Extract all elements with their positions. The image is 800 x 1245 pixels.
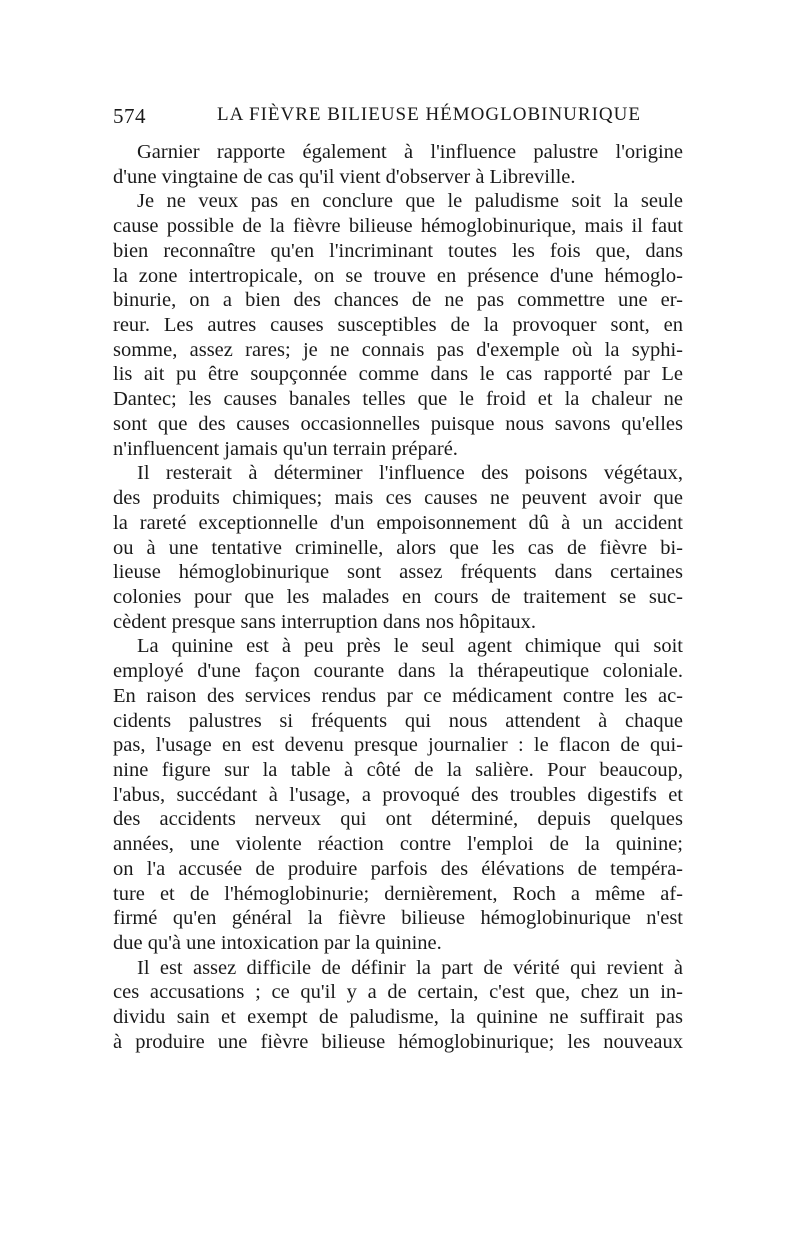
text-line: colonies pour que les malades en cours de traitement se suc- bbox=[113, 585, 683, 608]
page-number: 574 bbox=[113, 104, 146, 128]
text-line: la rareté exceptionnelle d'un empoisonnement dû à un accident bbox=[113, 511, 683, 534]
text-line: bien reconnaître qu'en l'incriminant toutes les fois que, dans bbox=[113, 239, 683, 262]
text-line: ces accusations ; ce qu'il y a de certain, c'est que, chez un in- bbox=[113, 981, 683, 1004]
text-line: Garnier rapporte également à l'influence palustre l'origine bbox=[137, 141, 683, 163]
text-line: La quinine est à peu près le seul agent chimique qui soit bbox=[137, 635, 683, 658]
text-line: n'influencent jamais qu'un terrain préparé. bbox=[113, 437, 458, 460]
text-line: nine figure sur la table à côté de la salière. Pour beaucoup, bbox=[113, 758, 683, 781]
text-line: la zone intertropicale, on se trouve en présence d'une hémoglo- bbox=[113, 264, 683, 287]
text-line: En raison des services rendus par ce médicament contre les ac- bbox=[113, 684, 683, 707]
running-title: LA FIÈVRE BILIEUSE HÉMOGLOBINURIQUE bbox=[217, 104, 641, 125]
text-line: sont que des causes occasionnelles puisque nous savons qu'elles bbox=[113, 412, 683, 435]
text-line: on l'a accusée de produire parfois des élévations de tempéra- bbox=[113, 857, 683, 880]
text-line: années, une violente réaction contre l'emploi de la quinine; bbox=[113, 833, 683, 856]
text-line: des produits chimiques; mais ces causes ne peuvent avoir que bbox=[113, 487, 683, 510]
text-line: lieuse hémoglobinurique sont assez fréquents dans certaines bbox=[113, 561, 683, 584]
running-head bbox=[113, 104, 685, 134]
text-line: Il est assez difficile de définir la part de vérité qui revient à bbox=[137, 956, 683, 979]
text-line: dividu sain et exempt de paludisme, la quinine ne suffirait pas bbox=[113, 1006, 683, 1029]
text-line: Je ne veux pas en conclure que le paludisme soit la seule bbox=[137, 190, 683, 213]
text-line: cèdent presque sans interruption dans nos hôpitaux. bbox=[113, 610, 537, 633]
text-line: Dantec; les causes banales telles que le froid et la chaleur ne bbox=[113, 388, 683, 411]
text-line: due qu'à une intoxication par la quinine. bbox=[113, 932, 442, 954]
body-text bbox=[113, 140, 683, 1055]
text-line: des accidents nerveux qui ont déterminé, depuis quelques bbox=[113, 808, 683, 831]
text-line: lis ait pu être soupçonnée comme dans le cas rapporté par Le bbox=[113, 363, 683, 386]
text-line: ture et de l'hémoglobinurie; dernièrement, Roch a même af- bbox=[113, 882, 683, 905]
text-line: cidents palustres si fréquents qui nous attendent à chaque bbox=[113, 709, 683, 732]
text-line: à produire une fièvre bilieuse hémoglobinurique; les nouveaux bbox=[113, 1030, 683, 1053]
text-line: Il resterait à déterminer l'influence des poisons végétaux, bbox=[137, 462, 683, 485]
text-line: firmé qu'en général la fièvre bilieuse hémoglobinurique n'est bbox=[113, 907, 683, 930]
text-line: d'une vingtaine de cas qu'il vient d'observer à Libreville. bbox=[113, 165, 576, 188]
text-line: binurie, on a bien des chances de ne pas commettre une er- bbox=[113, 289, 683, 312]
text-line: pas, l'usage en est devenu presque journalier : le flacon de qui- bbox=[113, 734, 683, 757]
text-line: employé d'une façon courante dans la thérapeutique coloniale. bbox=[113, 660, 683, 683]
text-line: reur. Les autres causes susceptibles de la provoquer sont, en bbox=[113, 314, 683, 337]
text-line: somme, assez rares; je ne connais pas d'exemple où la syphi- bbox=[113, 338, 683, 361]
text-line: cause possible de la fièvre bilieuse hémoglobinurique, mais il faut bbox=[113, 215, 683, 238]
text-line: l'abus, succédant à l'usage, a provoqué des troubles digestifs et bbox=[113, 783, 683, 806]
text-line: ou à une tentative criminelle, alors que les cas de fièvre bi- bbox=[113, 536, 683, 559]
